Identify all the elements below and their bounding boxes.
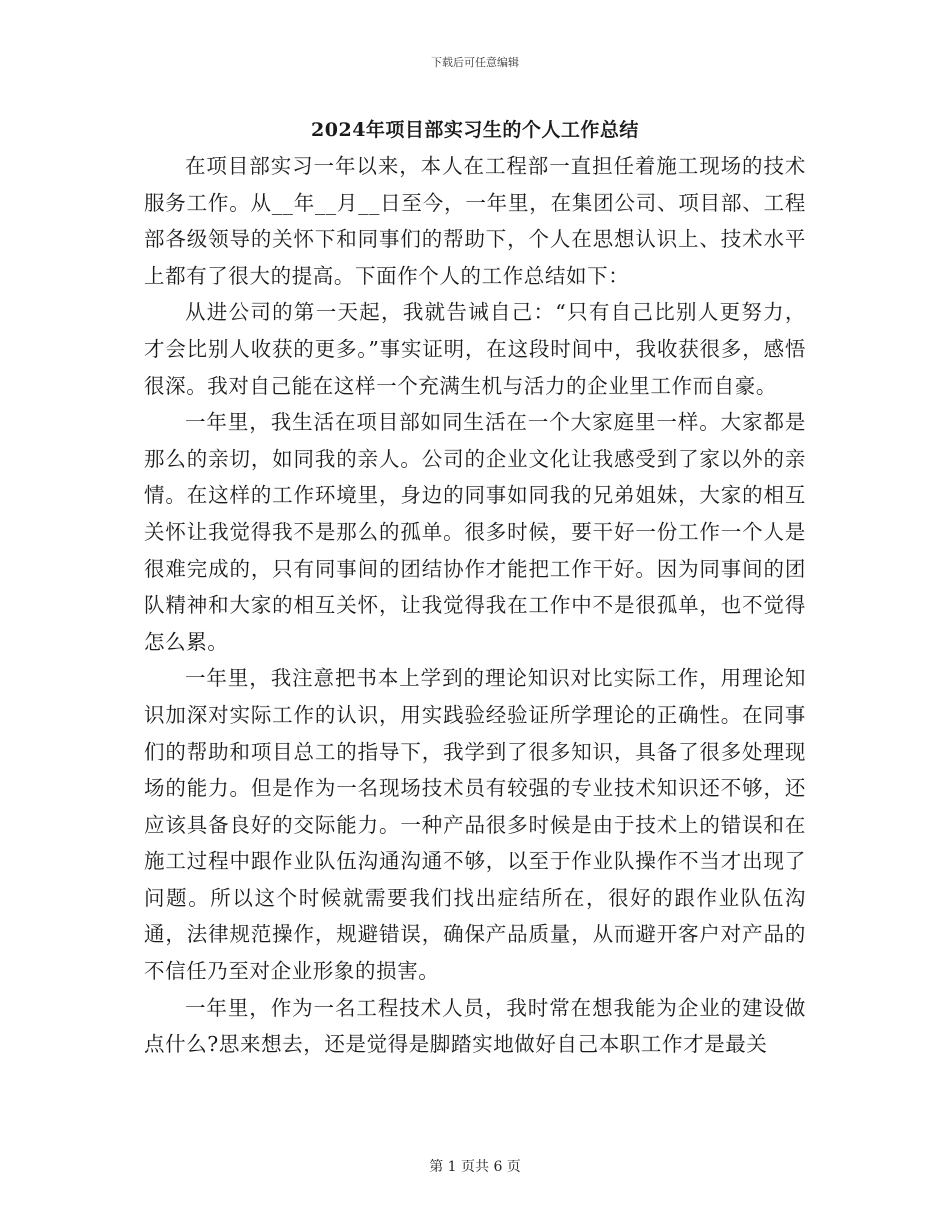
document-title: 2024年项目部实习生的个人工作总结 (311, 119, 639, 141)
document-body (144, 148, 806, 1063)
paragraph: 一年里，我注意把书本上学到的理论知识对比实际工作，用理论知识加深对实际工作的认识，用实践验经验证所学理论的正确性。在同事们的帮助和项目总工的指导下，我学到了很多知识，具备了很多处理现场的能力。但是作为一名现场技术员有较强的专业技术知识还不够，还应该具备良好的交际能力。一种产品很多时候是由于技术上的错误和在施工过程中跟作业队伍沟通沟通不够，以至于作业队操作不当才出现了问题。所以这个时候就需要我们找出症结所在，很好的跟作业队伍沟通，法律规范操作，规避错误，确保产品质量，从而避开客户对产品的不信任乃至对企业形象的损害。 (144, 666, 806, 984)
paragraph: 在项目部实习一年以来，本人在工程部一直担任着施工现场的技术服务工作。从__年__月__日至今，一年里，在集团公司、项目部、工程部各级领导的关怀下和同事们的帮助下，个人在思想认识上、技术水平上都有了很大的提高。下面作个人的工作总结如下： (144, 154, 806, 288)
paragraph: 从进公司的第一天起，我就告诫自己：“只有自己比别人更努力，才会比别人收获的更多。”事实证明，在这段时间中，我收获很多，感悟很深。我对自己能在这样一个充满生机与活力的企业里工作而自豪。 (144, 300, 806, 398)
page-footer: 第 1 页共 6 页 (429, 1159, 521, 1175)
header-note: 下载后可任意编辑 (431, 56, 519, 69)
paragraph: 一年里，我生活在项目部如同生活在一个大家庭里一样。大家都是那么的亲切，如同我的亲人。公司的企业文化让我感受到了家以外的亲情。在这样的工作环境里，身边的同事如同我的兄弟姐妹，大家的相互关怀让我觉得我不是那么的孤单。很多时候，要干好一份工作一个人是很难完成的，只有同事间的团结协作才能把工作干好。因为同事间的团队精神和大家的相互关怀，让我觉得我在工作中不是很孤单，也不觉得怎么累。 (144, 410, 806, 654)
paragraph: 一年里，作为一名工程技术人员，我时常在想我能为企业的建设做点什么?思来想去，还是觉得是脚踏实地做好自己本职工作才是最关 (144, 995, 806, 1057)
